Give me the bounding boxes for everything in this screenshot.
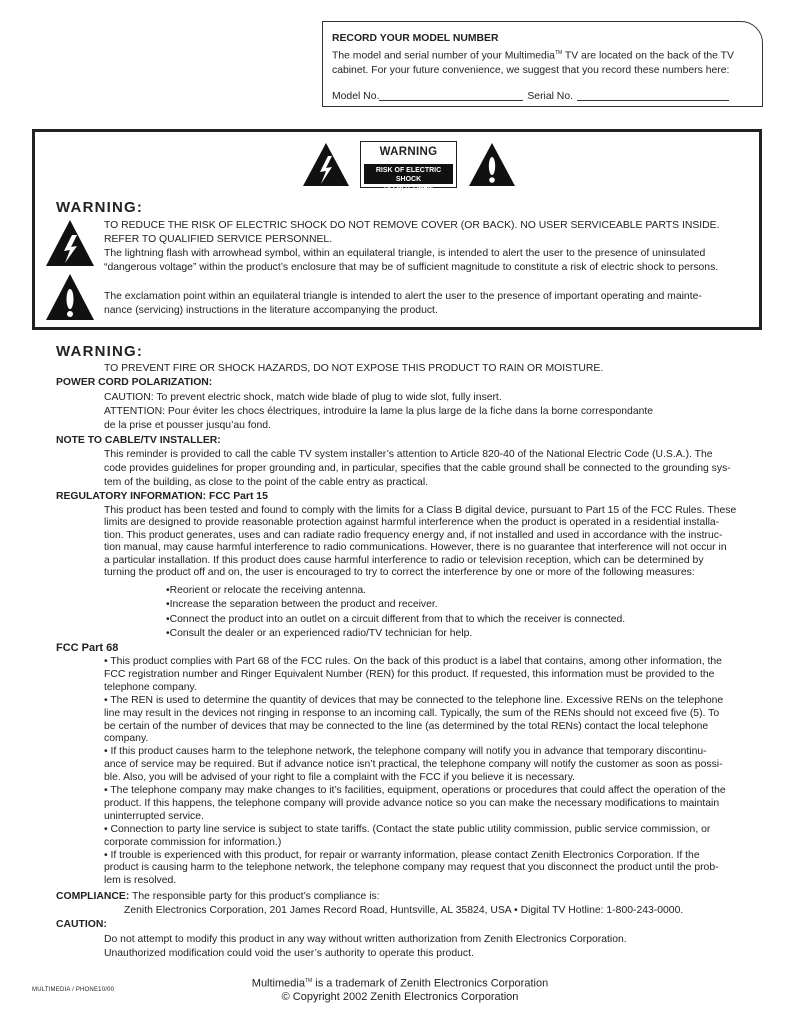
record-text: [332, 46, 752, 64]
fcc68-line: product is causing harm to the telephone network, the telephone company may request that you disconnect the product until the prob-: [104, 862, 719, 874]
fcc15-line: limits are designed to provide reasonable protection against harmful interference when the product is operated in a residential installa-: [104, 517, 720, 529]
compliance-line-1: [56, 890, 380, 904]
fcc15-bullet-item: • Increase the separation between the product and receiver.: [166, 598, 438, 612]
footer-trademark: [0, 974, 800, 991]
lightning-triangle-icon: [44, 218, 96, 268]
cable-line-1: This reminder is provided to call the cable TV system installer’s attention to Article 820-40 of the National Electric Code (U.S.A.). The: [104, 449, 713, 460]
serial-no-label: Serial No.: [527, 91, 573, 103]
warning-label-sub: [364, 164, 453, 192]
compliance-text: The responsible party for this product’s compliance is:: [129, 891, 380, 902]
fcc15-line: tion manual, may cause harmful interference to radio communications. However, there is no guarantee that interference will not occur in: [104, 542, 727, 554]
record-text-b: TV are located on the back of the TV: [562, 50, 734, 62]
record-title: RECORD YOUR MODEL NUMBER: [332, 33, 499, 44]
fcc68-line: corporate commission for information.): [104, 836, 282, 848]
cable-line-3: tem of the building, as close to the point of the cable entry as practical.: [104, 477, 429, 488]
fcc68-line: be certain of the number of devices that may be connected to the line (as determined by the total RENs) contact the local telephone: [104, 720, 709, 732]
record-text-2: cabinet. For your future convenience, we suggest that you record these numbers here:: [332, 65, 730, 77]
warning-label-heading: WARNING: [379, 146, 438, 158]
fcc15-line: tion. This product generates, uses and can radiate radio frequency energy and, if not installed and used in accordance with the instruc-: [104, 529, 723, 541]
fcc68-line: • Connection to party line service is subject to state tariffs. (Contact the state public utility commission, public service commission, or: [104, 823, 711, 835]
fcc68-line: product. If this happens, the telephone company will provide advance notice so you can make the necessary modifications to maintain: [104, 797, 720, 809]
trademark-sup: TM: [554, 50, 563, 57]
record-fields: [332, 90, 752, 104]
fcc68-line: telephone company.: [104, 681, 197, 693]
serial-no-field[interactable]: [577, 90, 729, 101]
exclamation-triangle-icon: [44, 272, 96, 322]
fcc15-bullet-item: • Reorient or relocate the receiving antenna.: [166, 584, 366, 598]
model-no-label: Model No.: [332, 91, 380, 103]
fcc68-line: • This product complies with Part 68 of the FCC rules. On the back of this product is a label that contains, among other information, the: [104, 656, 722, 667]
lightning-triangle-icon: [301, 141, 351, 188]
warning-line-5: The exclamation point within an equilateral triangle is intended to alert the user to the presence of important operating and mainte-: [104, 291, 702, 302]
warning-line-2: REFER TO QUALIFIED SERVICE PERSONNEL.: [104, 234, 333, 245]
fcc68-line: FCC registration number and Ringer Equivalent Number (REN) for this product. If requested, this information must be provided to the: [104, 668, 715, 680]
power-line-1: CAUTION: To prevent electric shock, match wide blade of plug to wide slot, fully insert.: [104, 392, 502, 403]
power-heading: POWER CORD POLARIZATION:: [56, 377, 213, 388]
warning-line-1: TO REDUCE THE RISK OF ELECTRIC SHOCK DO NOT REMOVE COVER (OR BACK). NO USER SERVICEABLE PARTS INSIDE.: [104, 220, 720, 231]
warning-label-sub-2: DO NOT OPEN: [383, 185, 433, 192]
fcc15-bullet-item: • Consult the dealer or an experienced radio/TV technician for help.: [166, 627, 472, 641]
warning-line-6: nance (servicing) instructions in the literature accompanying the product.: [104, 305, 438, 316]
compliance-line-2: Zenith Electronics Corporation, 201 James Record Road, Huntsville, AL 35824, USA • Digital TV Hotline: 1-800-243-0000.: [124, 905, 684, 916]
fcc68-line: uninterrupted service.: [104, 810, 204, 822]
footer-trademark-b: is a trademark of Zenith Electronics Corporation: [312, 977, 549, 990]
fcc68-line: • If trouble is experienced with this product, for repair or warranty information, please contact Zenith Electronics Corporation. If the: [104, 849, 700, 861]
warning2-line-1: TO PREVENT FIRE OR SHOCK HAZARDS, DO NOT EXPOSE THIS PRODUCT TO RAIN OR MOISTURE.: [104, 363, 604, 374]
fcc68-line: lem is resolved.: [104, 875, 177, 887]
warning-title: WARNING:: [56, 199, 144, 216]
footer-tm: TM: [304, 978, 313, 984]
fcc68-line: ance of service may be required. But if advance notice isn’t practical, the telephone company will notify the customer as soon as possi-: [104, 759, 723, 771]
footer-code: MULTIMEDIA / PHONE10/00: [32, 987, 115, 993]
fcc68-line: ble. Also, you will be advised of your right to file a complaint with the FCC if you believe it is necessary.: [104, 772, 576, 784]
fcc15-line: a particular installation. If this product does cause harmful interference to radio or television reception, which can be determined by: [104, 554, 704, 566]
power-line-2: ATTENTION: Pour éviter les chocs électriques, introduire la lame la plus large de la fiche dans la borne correspondante: [104, 406, 654, 417]
record-model-box: [322, 21, 763, 107]
fcc15-line: This product has been tested and found to comply with the limits for a Class B digital device, pursuant to Part 15 of the FCC Rules. These: [104, 505, 737, 516]
caution-line-2: Unauthorized modification could void the user’s authority to operate this product.: [104, 948, 474, 959]
fcc15-heading: REGULATORY INFORMATION: FCC Part 15: [56, 491, 268, 502]
exclamation-triangle-icon: [467, 141, 517, 188]
caution-line-1: Do not attempt to modify this product in any way without written authorization from Zenith Electronics Corporation.: [104, 934, 627, 945]
cable-heading: NOTE TO CABLE/TV INSTALLER:: [56, 435, 221, 446]
fcc68-line: • The telephone company may make changes to it’s facilities, equipment, operations or procedures that could affect the operation of the: [104, 785, 726, 796]
warning-label: [360, 141, 457, 192]
fcc15-bullet-item: • Connect the product into an outlet on a circuit different from that to which the receiver is connected.: [166, 613, 625, 627]
warning2-title: WARNING:: [56, 343, 144, 360]
warning-line-4: “dangerous voltage” within the product’s enclosure that may be of sufficient magnitude to constitute a risk of electric shock to persons.: [104, 262, 719, 273]
model-no-field[interactable]: [379, 90, 523, 101]
power-line-3: de la prise et pousser jusqu’au fond.: [104, 420, 271, 431]
fcc68-heading: FCC Part 68: [56, 642, 119, 654]
fcc15-line: turning the product off and on, the user is encouraged to try to correct the interference by one or more of the following measures:: [104, 567, 695, 578]
caution-heading: CAUTION:: [56, 919, 107, 930]
record-text-a: The model and serial number of your Multimedia: [332, 50, 555, 62]
compliance-heading: COMPLIANCE:: [56, 891, 130, 902]
cable-line-2: code provides guidelines for proper grounding and, in particular, specifies that the cable ground shall be connected to the grounding sys-: [104, 463, 731, 474]
fcc68-line: • The REN is used to determine the quantity of devices that may be connected to the telephone line. Excessive RENs on the telephone: [104, 694, 724, 706]
fcc68-line: company.: [104, 733, 149, 745]
fcc68-line: • If this product causes harm to the telephone network, the telephone company will notify you in advance that temporary discontinu-: [104, 746, 707, 758]
fcc68-line: line may result in the devices not ringing in response to an incoming call. Typically, the sum of the RENs should not exceed five (5). To: [104, 707, 720, 719]
footer-trademark-a: Multimedia: [251, 977, 305, 990]
footer-copyright: © Copyright 2002 Zenith Electronics Corporation: [281, 991, 519, 1003]
warning-line-3: The lightning flash with arrowhead symbol, within an equilateral triangle, is intended to alert the user to the presence of uninsulated: [104, 248, 706, 259]
warning-label-sub-1: RISK OF ELECTRIC SHOCK: [375, 167, 442, 183]
